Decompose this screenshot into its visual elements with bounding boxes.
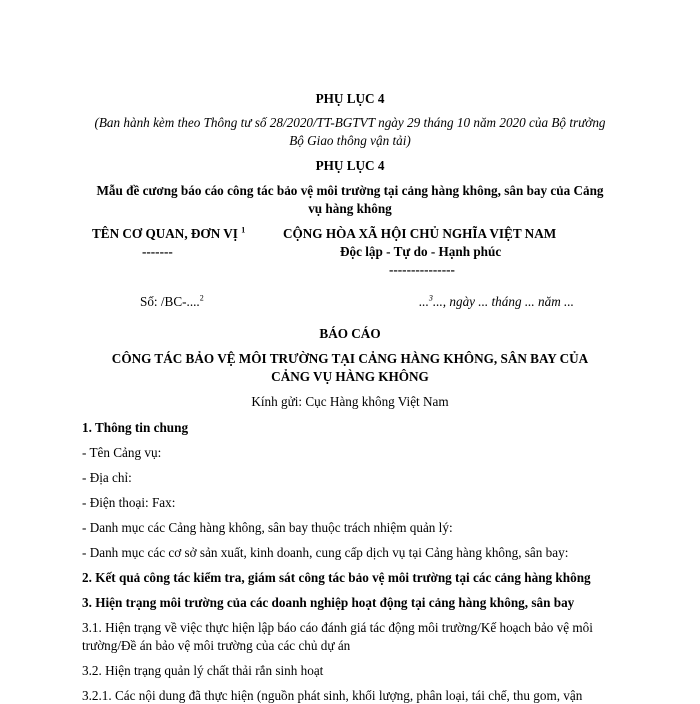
- number-footnote-ref: 2: [199, 293, 204, 303]
- field-airport-list: - Danh mục các Cảng hàng không, sân bay thuộc trách nhiệm quản lý:: [82, 520, 453, 535]
- subsection-3-2-1: 3.2.1. Các nội dung đã thực hiện (nguồn phát sinh, khối lượng, phân loại, tái chế, thu gom, vận: [82, 688, 583, 703]
- section-general-info: 1. Thông tin chung: [82, 420, 189, 435]
- section-environment-status: 3. Hiện trạng môi trường của các doanh nghiệp hoạt động tại cảng hàng không, sân bay: [82, 595, 575, 610]
- date-footnote-ref: 3: [428, 293, 433, 303]
- motto: Độc lập - Tự do - Hạnh phúc: [340, 244, 502, 259]
- template-title-line2: vụ hàng không: [308, 201, 392, 216]
- report-subtitle-line2: CẢNG VỤ HÀNG KHÔNG: [271, 369, 429, 384]
- document-date: ...$^3$..., ngày ... tháng ... năm ...: [419, 293, 574, 309]
- report-subtitle-line1: CÔNG TÁC BẢO VỆ MÔI TRƯỜNG TẠI CẢNG HÀNG KHÔNG, SÂN BAY CỦA: [111, 351, 589, 366]
- subsection-3-1-line2: trường/Đề án bảo vệ môi trường của các chủ dự án: [82, 638, 351, 653]
- issuance-note-line1: (Ban hành kèm theo Thông tư số 28/2020/TT-BGTVT ngày 29 tháng 10 năm 2020 của Bộ trưởng: [94, 115, 606, 130]
- appendix-title-second: PHỤ LỤC 4: [315, 158, 385, 173]
- org-name: TÊN CƠ QUAN, ĐƠN VỊ $^1$: [92, 225, 246, 241]
- org-dashes: -------: [142, 244, 173, 259]
- issuance-note-line2: Bộ Giao thông vận tải): [289, 133, 411, 148]
- document-number: Số: /BC-....$^2$: [140, 293, 204, 309]
- recipient: Kính gửi: Cục Hàng không Việt Nam: [251, 394, 449, 409]
- field-port-authority-name: - Tên Cảng vụ:: [82, 445, 162, 460]
- template-title-line1: Mẫu đề cương báo cáo công tác bảo vệ môi trường tại cảng hàng không, sân bay của Cảng: [96, 183, 604, 198]
- field-address: - Địa chỉ:: [82, 470, 132, 485]
- section-inspection-results: 2. Kết quả công tác kiểm tra, giám sát công tác bảo vệ môi trường tại các cảng hàng không: [82, 570, 591, 585]
- report-title: BÁO CÁO: [319, 326, 381, 341]
- subsection-3-1-line1: 3.1. Hiện trạng về việc thực hiện lập báo cáo đánh giá tác động môi trường/Kế hoạch bảo vệ môi: [82, 620, 593, 635]
- field-facility-list: - Danh mục các cơ sở sản xuất, kinh doanh, cung cấp dịch vụ tại Cảng hàng không, sân bay:: [82, 545, 569, 560]
- motto-dashes: ---------------: [389, 262, 455, 277]
- subsection-3-2: 3.2. Hiện trạng quản lý chất thải rắn sinh hoạt: [82, 663, 324, 678]
- country-name: CỘNG HÒA XÃ HỘI CHỦ NGHĨA VIỆT NAM: [283, 226, 557, 241]
- field-phone-fax: - Điện thoại: Fax:: [82, 495, 176, 510]
- appendix-title-top: PHỤ LỤC 4: [315, 91, 385, 106]
- org-footnote-ref: 1: [241, 225, 246, 235]
